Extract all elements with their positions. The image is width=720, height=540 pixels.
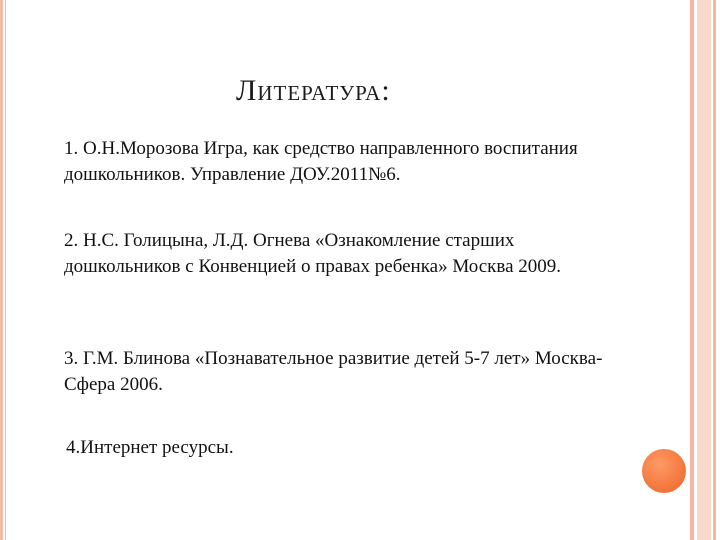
- left-border-line-thin: [5, 0, 6, 540]
- slide-title: Литература:: [236, 74, 391, 107]
- reference-item-4: 4.Интернет ресурсы.: [66, 437, 234, 458]
- reference-item-1: 1. О.Н.Морозова Игра, как средство направленного воспитания дошкольников. Управление ДОУ.2011№6.: [64, 138, 578, 185]
- left-border-line: [0, 0, 3, 540]
- reference-item-2: 2. Н.С. Голицына, Л.Д. Огнева «Ознакомление старших дошкольников с Конвенцией о правах ребенка» Москва 2009.: [64, 230, 562, 277]
- decorative-circle: [642, 449, 686, 493]
- reference-item-3: 3. Г.М. Блинова «Познавательное развитие детей 5-7 лет» Москва- Сфера 2006.: [64, 348, 603, 395]
- right-border-stripe: [690, 0, 694, 540]
- right-border-band: [697, 0, 711, 540]
- right-border-stripe-outer: [713, 0, 716, 540]
